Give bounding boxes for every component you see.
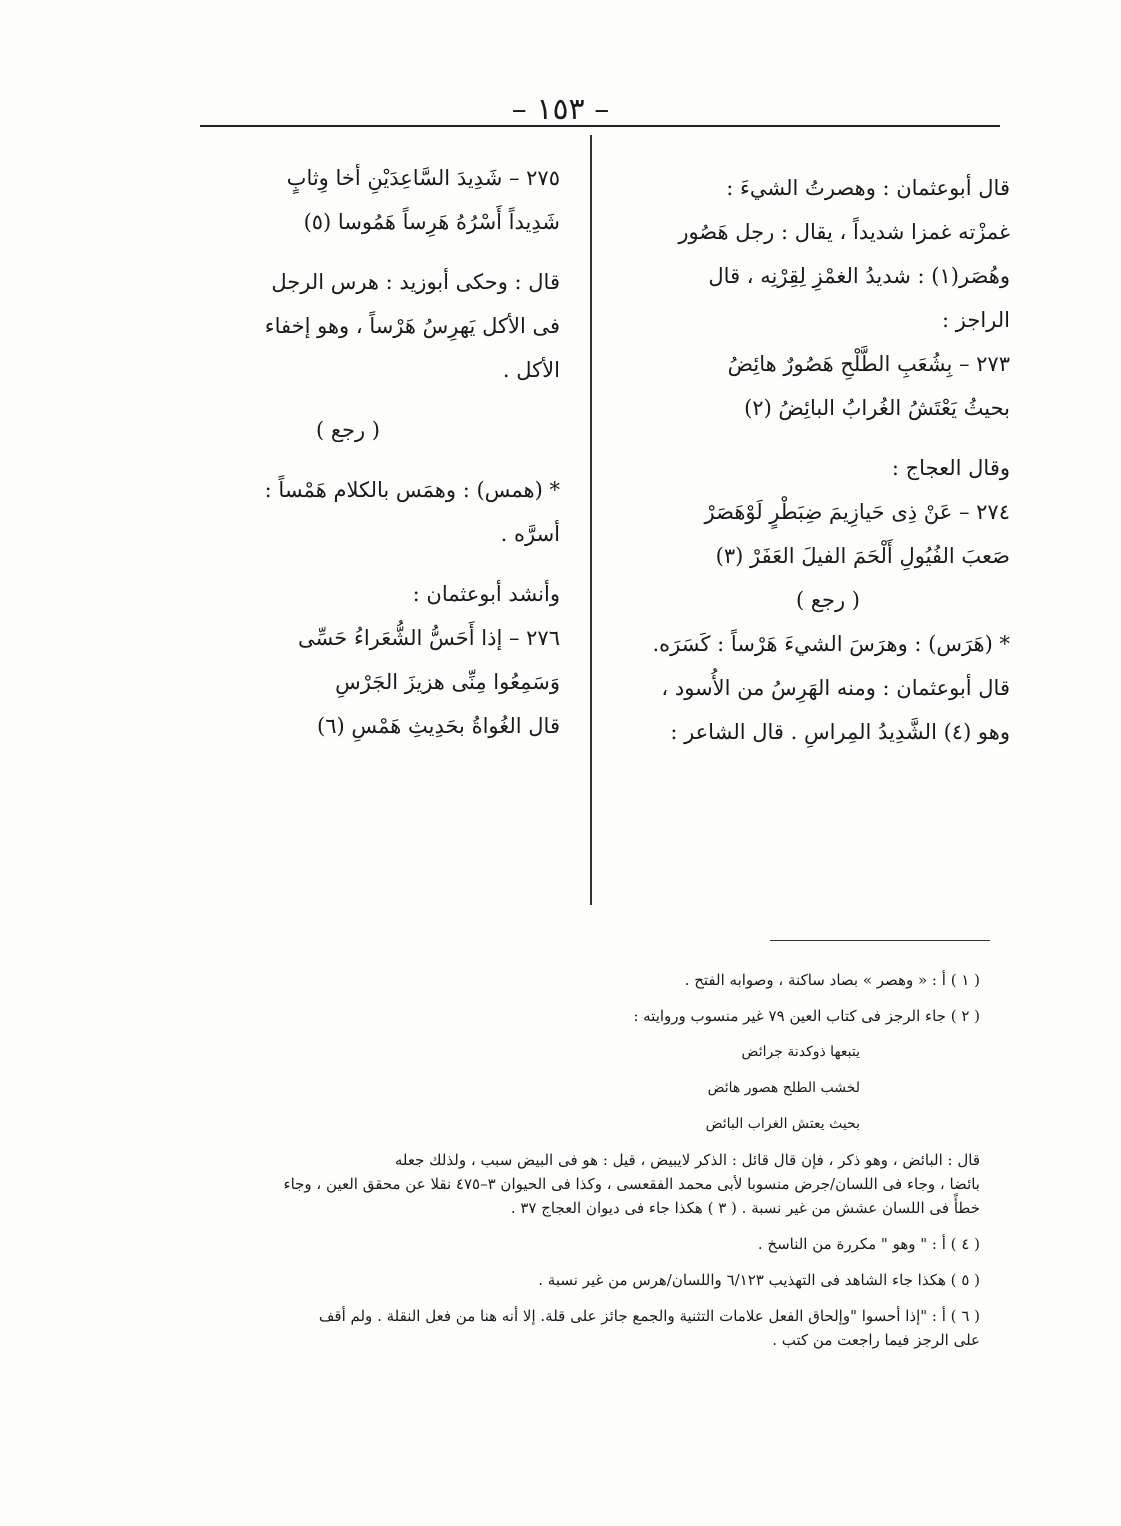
text-line: الأكل . — [502, 358, 560, 382]
footnote-5: ( ٥ ) هكذا جاء الشاهد فى التهذيب ٦/١٢٣ واللسان/هرس من غير نسبة . — [538, 1271, 980, 1289]
verse-line: بحيثُ يَعْتَشُ الغُرابُ البائِضُ (٢) — [744, 396, 1010, 420]
footnote-2-continued: قال : البائض ، وهو ذكر ، فإن قال قائل : الذكر لايبيض ، قيل : هو فى البيض سبب ، ولذلك جعله — [394, 1151, 980, 1169]
footnotes — [150, 968, 980, 1352]
text-line: قال أبوعثمان : ومنه الهَرِسُ من الأُسود ، — [661, 676, 1010, 700]
entry-heading: * (همس) : وهمَس بالكلام هَمْساً : — [264, 478, 560, 502]
verse-line: شَدِيداً أَسْرُهُ هَرِساً هَمُوسا (٥) — [303, 210, 560, 234]
verse-line: صَعبَ الفُيُولِ أَلْحَمَ الفيلَ العَفَرْ (٣) — [715, 544, 1010, 568]
text-line: قال أبوعثمان : وهصرتُ الشيءَ : — [726, 176, 1010, 200]
footnote-6: ( ٦ ) أ : "إذا أحسوا "وإلحاق الفعل علامات التثنية والجمع جائز على قلة. إلا أنه هنا من فعل النقلة . ولم أقف — [318, 1307, 980, 1325]
verse-line: وَسَمِعُوا مِنِّى هزيزَ الجَرْسِ — [335, 670, 560, 694]
text-line: غمزْته غمزا شديداً ، يقال : رجل هَصُور — [678, 220, 1010, 244]
verse-line: ٢٧٣ – بِشُعَبِ الطَّلْحِ هَصُورٌ هائِضُ — [727, 352, 1010, 376]
footnote-verse: لخشب الطلح هصور هائض — [707, 1080, 860, 1096]
page-number: – ١٥٣ – — [511, 92, 610, 127]
text-line: وقال العجاج : — [891, 456, 1010, 480]
verse-line: ٢٧٥ – شَدِيدَ السَّاعِدَيْنِ أخا وِثابٍ — [286, 166, 560, 190]
text-line: وهو (٤) الشَّدِيدُ المِراسِ . قال الشاعر : — [670, 720, 1010, 744]
verse-line: ٢٧٦ – إذا أَحَسُّ الشُّعَراءُ حَسِّى — [298, 626, 560, 650]
column-divider — [590, 135, 592, 905]
footnote-verse: بحيث يعتش الغراب البائض — [705, 1116, 860, 1132]
text-line: فى الأكل يَهرِسُ هَرْساً ، وهو إخفاء — [264, 314, 560, 338]
header-rule — [200, 125, 1000, 127]
footnote-2: ( ٢ ) جاء الرجز فى كتاب العين ٧٩ غير منسوب وروايته : — [633, 1007, 980, 1025]
text-line: الراجز : — [942, 308, 1010, 332]
footnote-1: ( ١ ) أ : « وهصر » بصاد ساكنة ، وصوابه الفتح . — [684, 971, 980, 989]
verse-line: قال الغُواةُ بحَدِيثِ هَمْسِ (٦) — [317, 714, 560, 738]
text-line: وأنشد أبوعثمان : — [412, 582, 560, 606]
footnote-3: خطأً فى اللسان عشش من غير نسبة . ( ٣ ) هكذا جاء فى ديوان العجاج ٣٧ . — [510, 1199, 980, 1217]
footnote-2-continued: بائضا ، وجاء فى اللسان/جرض منسوبا لأبى محمد الفقعسى ، وكذا فى الحيوان ٣–٤٧٥ نقلا عن محقق العين ، وجاء — [283, 1175, 980, 1193]
footnote-4: ( ٤ ) أ : " وهو " مكررة من الناسخ . — [757, 1235, 980, 1253]
text-line: أسرَّه . — [500, 522, 560, 546]
right-column — [620, 175, 1010, 745]
text-line: وهُصَر(١) : شديدُ الغمْزِ لِقِرْنِه ، قال — [708, 264, 1010, 288]
return-marker: ( رجع ) — [315, 418, 380, 442]
text-line: قال : وحكى أبوزيد : هرس الرجل — [271, 270, 560, 294]
return-marker: ( رجع ) — [795, 588, 860, 612]
entry-heading: * (هَرَس) : وهرَسَ الشيءَ هَرْساً : كَسَرَه. — [652, 632, 1010, 656]
left-column — [180, 165, 560, 739]
footnote-6-continued: على الرجز فيما راجعت من كتب . — [772, 1331, 980, 1349]
footnote-rule — [770, 940, 990, 941]
footnote-verse: يتبعها ذوكدنة جرائض — [741, 1044, 860, 1060]
verse-line: ٢٧٤ – عَنْ ذِى حَيازِيمَ ضِبَطْرٍ لَوْهَصَرْ — [704, 500, 1010, 524]
